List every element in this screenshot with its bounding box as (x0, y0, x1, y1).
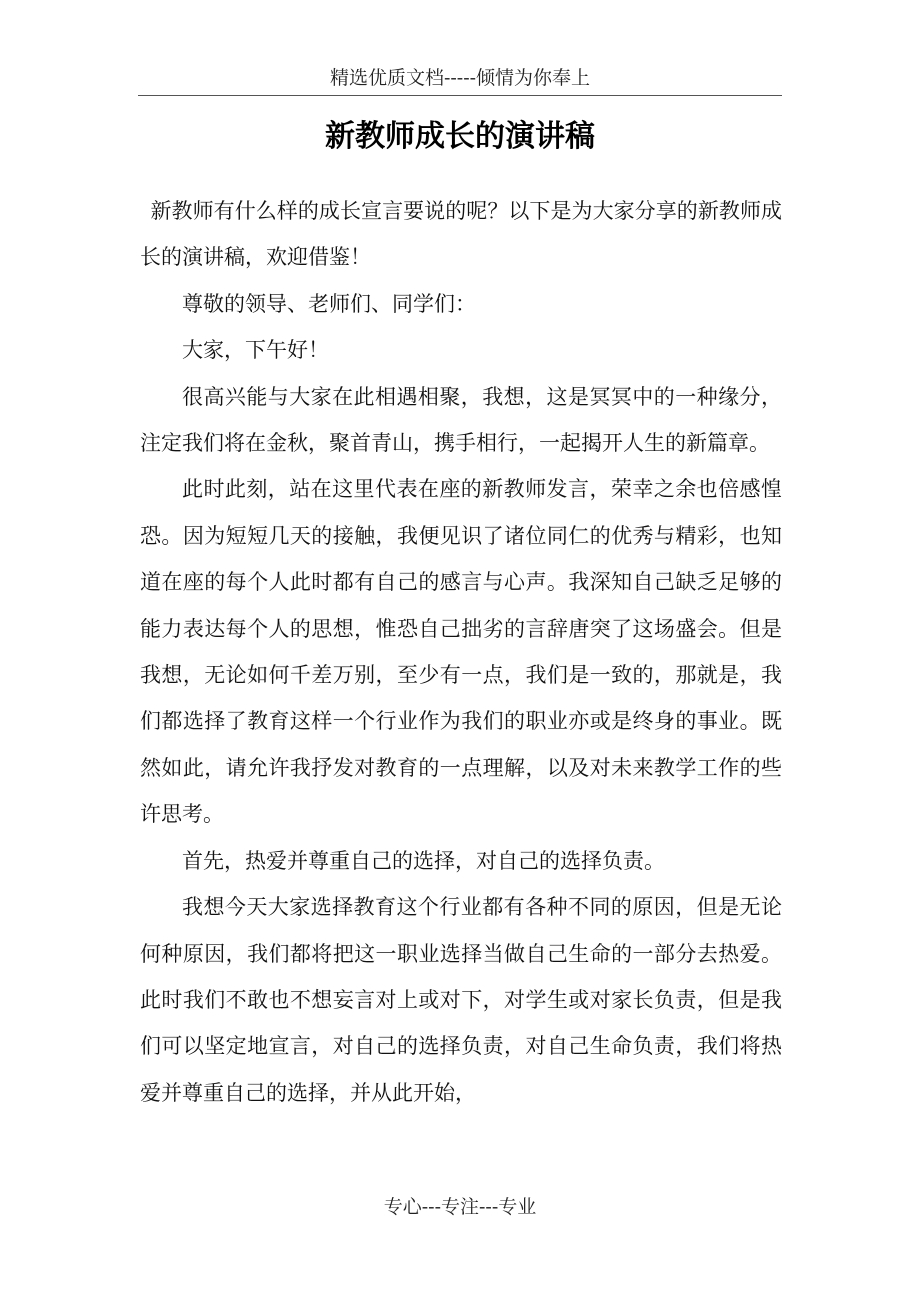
paragraph-salutation: 尊敬的领导、老师们、同学们： (182, 291, 476, 316)
paragraph: 我想今天大家选择教育这个行业都有各种不同的原因，但是无论何种原因，我们都将把这一职业选择当做自己生命的一部分去热爱。此时我们不敢也不想妄言对上或对下，对学生或对家长负责，但是我们可以坚定地宣言，对自己的选择负责，对自己生命负责，我们将热爱并尊重自己的选择，并从此开始， (140, 895, 782, 1105)
paragraph-intro: 新教师有什么样的成长宣言要说的呢？以下是为大家分享的新教师成长的演讲稿，欢迎借鉴！ (140, 199, 782, 270)
page-footer: 专心---专注---专业 (383, 1196, 537, 1218)
paragraph: 很高兴能与大家在此相遇相聚，我想，这是冥冥中的一种缘分，注定我们将在金秋，聚首青山，携手相行，一起揭开人生的新篇章。 (140, 384, 782, 456)
paragraph: 此时此刻，站在这里代表在座的新教师发言，荣幸之余也倍感惶恐。因为短短几天的接触，我便见识了诸位同仁的优秀与精彩，也知道在座的每个人此时都有自己的感言与心声。我深知自己缺乏足够的能力表达每个人的思想，惟恐自己拙劣的言辞唐突了这场盛会。但是我想，无论如何千差万别，至少有一点，我们是一致的，那就是，我们都选择了教育这样一个行业作为我们的职业亦或是终身的事业。既然如此，请允许我抒发对教育的一点理解，以及对未来教学工作的些许思考。 (140, 477, 782, 827)
paragraph-greeting: 大家，下午好！ (182, 338, 329, 363)
document-title: 新教师成长的演讲稿 (325, 119, 595, 154)
paragraph: 首先，热爱并尊重自己的选择，对自己的选择负责。 (182, 848, 665, 873)
header-divider (138, 95, 782, 96)
page-header: 精选优质文档-----倾情为你奉上 (329, 67, 591, 89)
document-body (140, 188, 782, 1116)
